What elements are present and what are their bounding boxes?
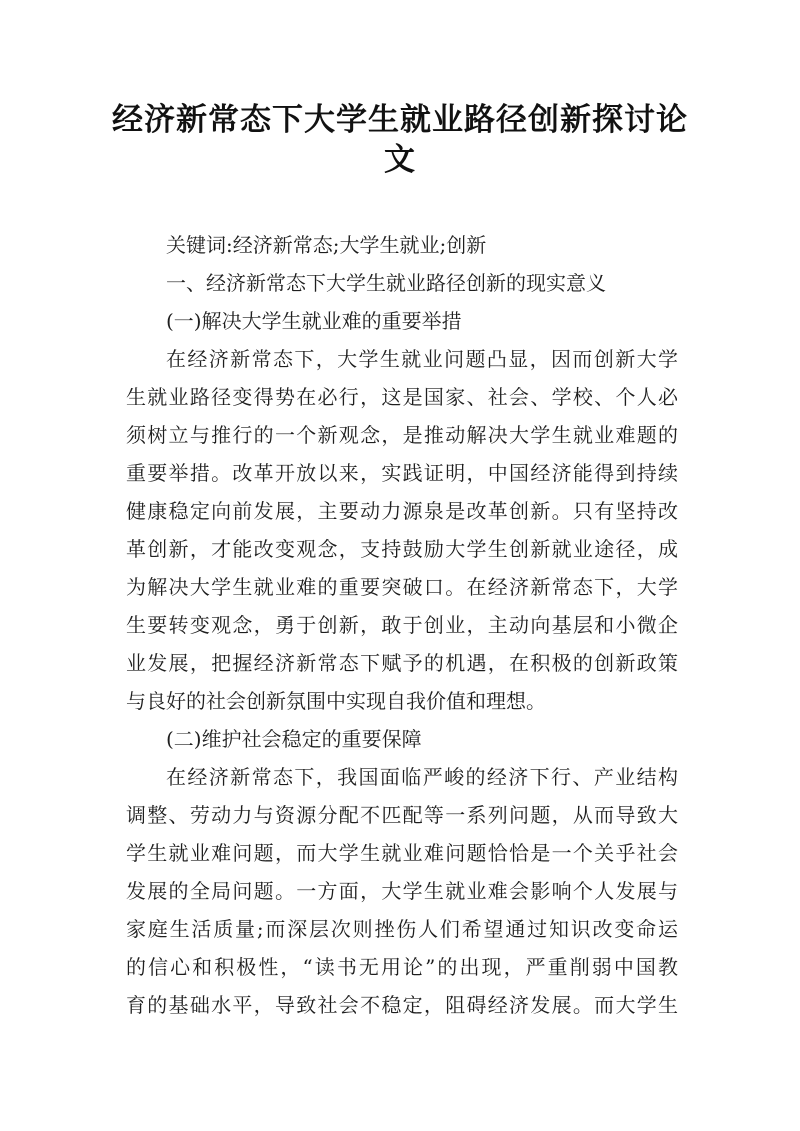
paragraph-line: 须树立与推行的一个新观念，是推动解决大学生就业难题的 <box>126 423 678 447</box>
paragraph-line: 在经济新常态下，我国面临严峻的经济下行、产业结构 <box>166 765 678 789</box>
document-title-line-1: 经济新常态下大学生就业路径创新探讨论 <box>112 102 688 138</box>
keywords-line: 关键词:经济新常态;大学生就业;创新 <box>166 233 487 257</box>
paragraph-line: 调整、劳动力与资源分配不匹配等一系列问题，从而导致大 <box>126 803 678 827</box>
section-heading-1: 一、经济新常态下大学生就业路径创新的现实意义 <box>166 271 606 295</box>
paragraph-line: 的信心和积极性，“读书无用论”的出现，严重削弱中国教 <box>126 955 678 979</box>
paragraph-line: 生要转变观念，勇于创新，敢于创业，主动向基层和小微企 <box>126 613 678 637</box>
paragraph-line: 为解决大学生就业难的重要突破口。在经济新常态下，大学 <box>126 575 678 599</box>
paragraph-line: 在经济新常态下，大学生就业问题凸显，因而创新大学 <box>166 347 678 371</box>
paragraph-line: 发展的全局问题。一方面，大学生就业难会影响个人发展与 <box>126 879 678 903</box>
paragraph-line: 与良好的社会创新氛围中实现自我价值和理想。 <box>126 689 546 713</box>
document-title-line-2: 文 <box>384 142 416 178</box>
paragraph-line: 学生就业难问题，而大学生就业难问题恰恰是一个关乎社会 <box>126 841 678 865</box>
paragraph-line: 革创新，才能改变观念，支持鼓励大学生创新就业途径，成 <box>126 537 678 561</box>
paragraph-line: 健康稳定向前发展，主要动力源泉是改革创新。只有坚持改 <box>126 499 678 523</box>
subsection-heading-2: (二)维护社会稳定的重要保障 <box>166 727 422 751</box>
paragraph-line: 家庭生活质量;而深层次则挫伤人们希望通过知识改变命运 <box>126 917 678 941</box>
paragraph-line: 业发展，把握经济新常态下赋予的机遇，在积极的创新政策 <box>126 651 678 675</box>
paragraph-line: 生就业路径变得势在必行，这是国家、社会、学校、个人必 <box>126 385 678 409</box>
subsection-heading-1: (一)解决大学生就业难的重要举措 <box>166 309 462 333</box>
paragraph-line: 育的基础水平，导致社会不稳定，阻碍经济发展。而大学生 <box>126 993 678 1017</box>
paragraph-line: 重要举措。改革开放以来，实践证明，中国经济能得到持续 <box>126 461 678 485</box>
